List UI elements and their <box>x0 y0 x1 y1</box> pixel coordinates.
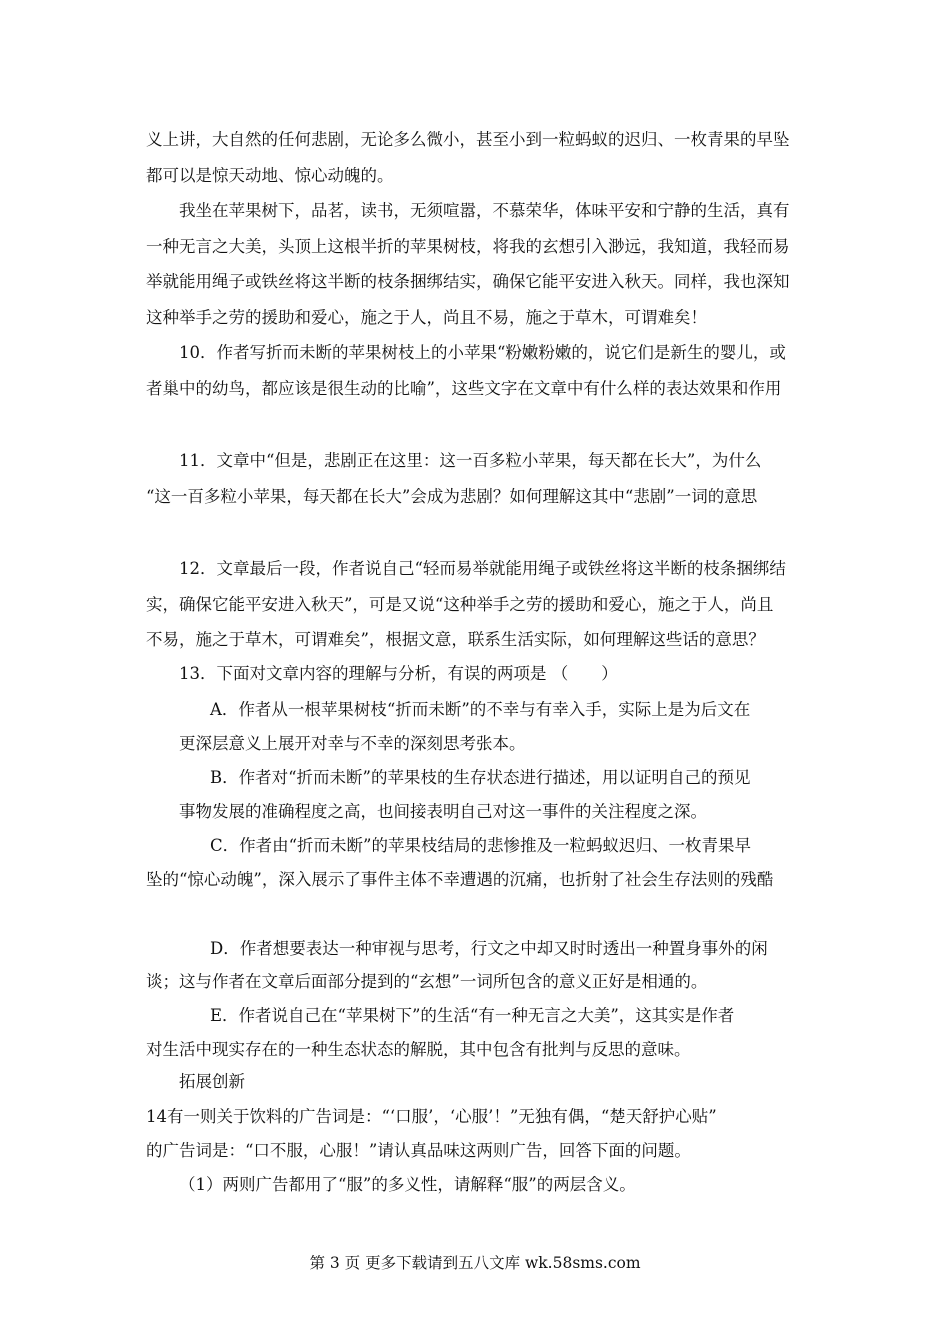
sub-question-1: （1）两则广告都用了“服”的多义性，请解释“服”的两层含义。 <box>179 1175 636 1194</box>
section-heading: 拓展创新 <box>179 1072 245 1091</box>
question-14: 14有一则关于饮料的广告词是：“‘口服’，‘心服’！”无独有偶，“楚天舒护心贴” <box>146 1107 717 1126</box>
question-10: 10．作者写折而未断的苹果树枝上的小苹果“粉嫩粉嫩的，说它们是新生的婴儿，或 <box>179 343 786 362</box>
text-line: 义上讲，大自然的任何悲剧，无论多么微小，甚至小到一粒蚂蚁的迟归、一枚青果的早坠 <box>146 130 790 149</box>
option-a: A．作者从一根苹果树枝“折而未断”的不幸与有幸入手，实际上是为后文在 <box>210 700 751 719</box>
text-line: “这一百多粒小苹果，每天都在长大”会成为悲剧？如何理解这其中“悲剧”一词的意思 <box>146 487 758 506</box>
text-line: 我坐在苹果树下，品茗，读书，无须喧嚣，不慕荣华，体味平安和宁静的生活，真有 <box>179 201 790 220</box>
text-line: 更深层意义上展开对幸与不幸的深刻思考张本。 <box>179 734 526 753</box>
text-line: 这种举手之劳的援助和爱心，施之于人，尚且不易，施之于草木，可谓难矣！ <box>146 308 707 327</box>
text-line: 都可以是惊天动地、惊心动魄的。 <box>146 166 394 185</box>
text-line: 者巢中的幼鸟，都应该是很生动的比喻”，这些文字在文章中有什么样的表达效果和作用 <box>146 379 782 398</box>
question-11: 11．文章中“但是，悲剧正在这里：这一百多粒小苹果，每天都在长大”，为什么 <box>179 451 762 470</box>
option-d: D．作者想要表达一种审视与思考，行文之中却又时时透出一种置身事外的闲 <box>210 939 768 958</box>
text-line: 坠的“惊心动魄”，深入展示了事件主体不幸遭遇的沉痛，也折射了社会生存法则的残酷 <box>146 870 774 889</box>
option-c: C．作者由“折而未断”的苹果枝结局的悲惨推及一粒蚂蚁迟归、一枚青果早 <box>210 836 751 855</box>
text-line: 谈；这与作者在文章后面部分提到的“玄想”一词所包含的意义正好是相通的。 <box>146 972 708 991</box>
text-line: 的广告词是：“口不服，心服！”请认真品味这两则广告，回答下面的问题。 <box>146 1141 691 1160</box>
text-line: 一种无言之大美，头顶上这根半折的苹果树枝，将我的玄想引入渺远，我知道，我轻而易 <box>146 237 790 256</box>
option-e: E．作者说自己在“苹果树下”的生活“有一种无言之大美”，这其实是作者 <box>210 1006 735 1025</box>
text-line: 对生活中现实存在的一种生态状态的解脱，其中包含有批判与反思的意味。 <box>146 1040 691 1059</box>
text-line: 不易，施之于草木，可谓难矣”，根据文意，联系生活实际，如何理解这些话的意思？ <box>146 630 765 649</box>
option-b: B．作者对“折而未断”的苹果枝的生存状态进行描述，用以证明自己的预见 <box>210 768 751 787</box>
question-13: 13．下面对文章内容的理解与分析，有误的两项是 （ ） <box>179 664 618 683</box>
text-line: 举就能用绳子或铁丝将这半断的枝条捆绑结实，确保它能平安进入秋天。同样，我也深知 <box>146 272 790 291</box>
text-line: 事物发展的准确程度之高，也间接表明自己对这一事件的关注程度之深。 <box>179 802 707 821</box>
text-line: 实，确保它能平安进入秋天”，可是又说“这种举手之劳的援助和爱心，施之于人，尚且 <box>146 595 774 614</box>
page-footer: 第 3 页 更多下载请到五八文库 wk.58sms.com <box>309 1254 641 1272</box>
question-12: 12．文章最后一段，作者说自己“轻而易举就能用绳子或铁丝将这半断的枝条捆绑结 <box>179 559 786 578</box>
